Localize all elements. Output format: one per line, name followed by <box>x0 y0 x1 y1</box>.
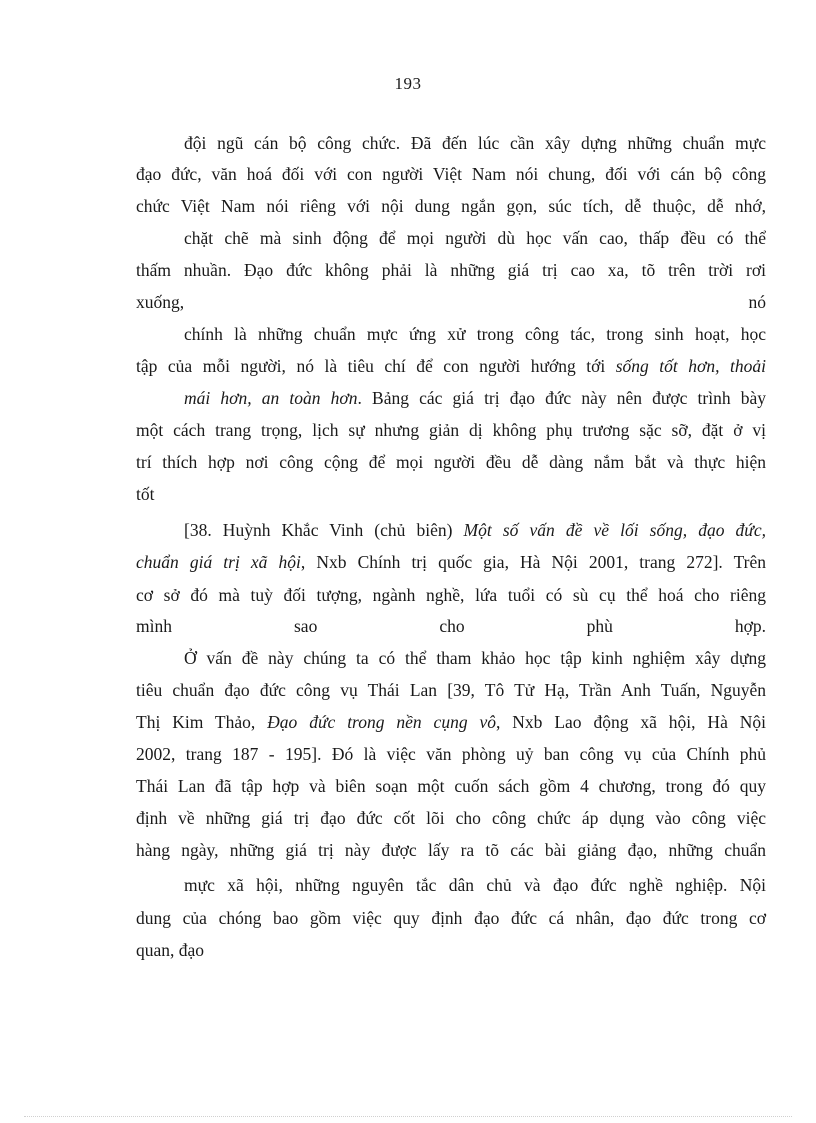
text-line <box>184 518 766 542</box>
text-line <box>136 290 766 314</box>
text-line <box>136 838 766 862</box>
text-line <box>184 873 766 897</box>
text-line <box>136 550 766 574</box>
text-line <box>136 742 766 766</box>
text-run: thấm nhuần. Đạo đức không phải là những giá trị cao xa, tõ trên trời rơi <box>136 260 766 280</box>
text-run: hàng ngày, những giá trị này được lấy ra tõ các bài giảng đạo, những chuẩn <box>136 840 766 860</box>
text-run: Thị Kim Thảo, <box>136 712 268 732</box>
text-run: . Bảng các giá trị đạo đức này nên được trình bày <box>357 388 766 408</box>
text-run: , Nxb Lao động xã hội, Hà Nội <box>496 712 766 732</box>
text-line <box>136 194 766 218</box>
text-run: xuống, nó <box>136 292 766 312</box>
text-run: dung của chóng bao gồm việc quy định đạo đức cá nhân, đạo đức trong cơ <box>136 908 766 928</box>
text-line <box>136 614 766 638</box>
page-bottom-border <box>24 1116 792 1117</box>
text-run: mực xã hội, những nguyên tắc dân chủ và đạo đức nghề nghiệp. Nội <box>184 875 766 895</box>
page-number: 193 <box>394 74 422 93</box>
italic-text: Một số vấn đề về lối sống, đạo đức, <box>463 520 766 540</box>
text-run: mình sao cho phù hợp. <box>136 616 766 636</box>
text-line <box>136 710 766 734</box>
text-line <box>136 418 766 442</box>
text-line <box>136 354 766 378</box>
text-run: Ở vấn đề này chúng ta có thể tham khảo học tập kinh nghiệm xây dựng <box>184 648 766 668</box>
text-line <box>136 258 766 282</box>
text-run: tiêu chuẩn đạo đức công vụ Thái Lan [39, Tô Tử Hạ, Trần Anh Tuấn, Nguyễn <box>136 680 766 700</box>
text-run: Thái Lan đã tập hợp và biên soạn một cuốn sách gồm 4 chương, trong đó quy <box>136 776 766 796</box>
text-run: một cách trang trọng, lịch sự nhưng giản dị không phụ trương sặc sỡ, đặt ở vị <box>136 420 766 440</box>
text-run: định về những giá trị đạo đức cốt lõi cho công chức áp dụng vào công việc <box>136 808 766 828</box>
text-run: cơ sở đó mà tuỳ đối tượng, ngành nghề, lứa tuổi có sù cụ thể hoá cho riêng <box>136 585 766 605</box>
text-line <box>136 583 766 607</box>
text-run: 2002, trang 187 - 195]. Đó là việc văn phòng uỷ ban công vụ của Chính phủ <box>136 744 766 764</box>
text-line <box>184 226 766 250</box>
text-run: tốt <box>136 484 155 504</box>
italic-text: sống tốt hơn, thoải <box>615 356 766 376</box>
text-line <box>184 322 766 346</box>
text-run: chính là những chuẩn mực ứng xử trong công tác, trong sinh hoạt, học <box>184 324 766 344</box>
text-run: , Nxb Chính trị quốc gia, Hà Nội 2001, trang 272]. Trên <box>300 552 766 572</box>
text-line <box>184 386 766 410</box>
text-line <box>136 774 766 798</box>
text-run: trí thích hợp nơi công cộng để mọi người đều dễ dàng nắm bắt và thực hiện <box>136 452 766 472</box>
text-line <box>136 482 766 506</box>
text-line <box>184 646 766 670</box>
text-line <box>136 162 766 186</box>
text-run: quan, đạo <box>136 940 205 960</box>
italic-text: chuẩn giá trị xã hội <box>136 552 301 572</box>
text-line <box>136 806 766 830</box>
text-run: chức Việt Nam nói riêng với nội dung ngắn gọn, súc tích, dễ thuộc, dễ nhớ, <box>136 196 766 216</box>
italic-text: Đạo đức trong nền cụng vô <box>267 712 496 732</box>
text-line <box>136 906 766 930</box>
text-run: đạo đức, văn hoá đối với con người Việt Nam nói chung, đối với cán bộ công <box>136 164 766 184</box>
text-line <box>136 678 766 702</box>
text-run: tập của mỗi người, nó là tiêu chí để con người hướng tới <box>136 356 616 376</box>
text-line <box>184 131 766 155</box>
text-run: chặt chẽ mà sinh động để mọi người dù học vấn cao, thấp đều có thể <box>184 228 766 248</box>
italic-text: mái hơn, an toàn hơn <box>184 388 358 408</box>
text-line <box>136 450 766 474</box>
text-run: [38. Huỳnh Khắc Vinh (chủ biên) <box>184 520 464 540</box>
text-line <box>136 938 766 962</box>
text-run: đội ngũ cán bộ công chức. Đã đến lúc cần xây dựng những chuẩn mực <box>184 133 766 153</box>
